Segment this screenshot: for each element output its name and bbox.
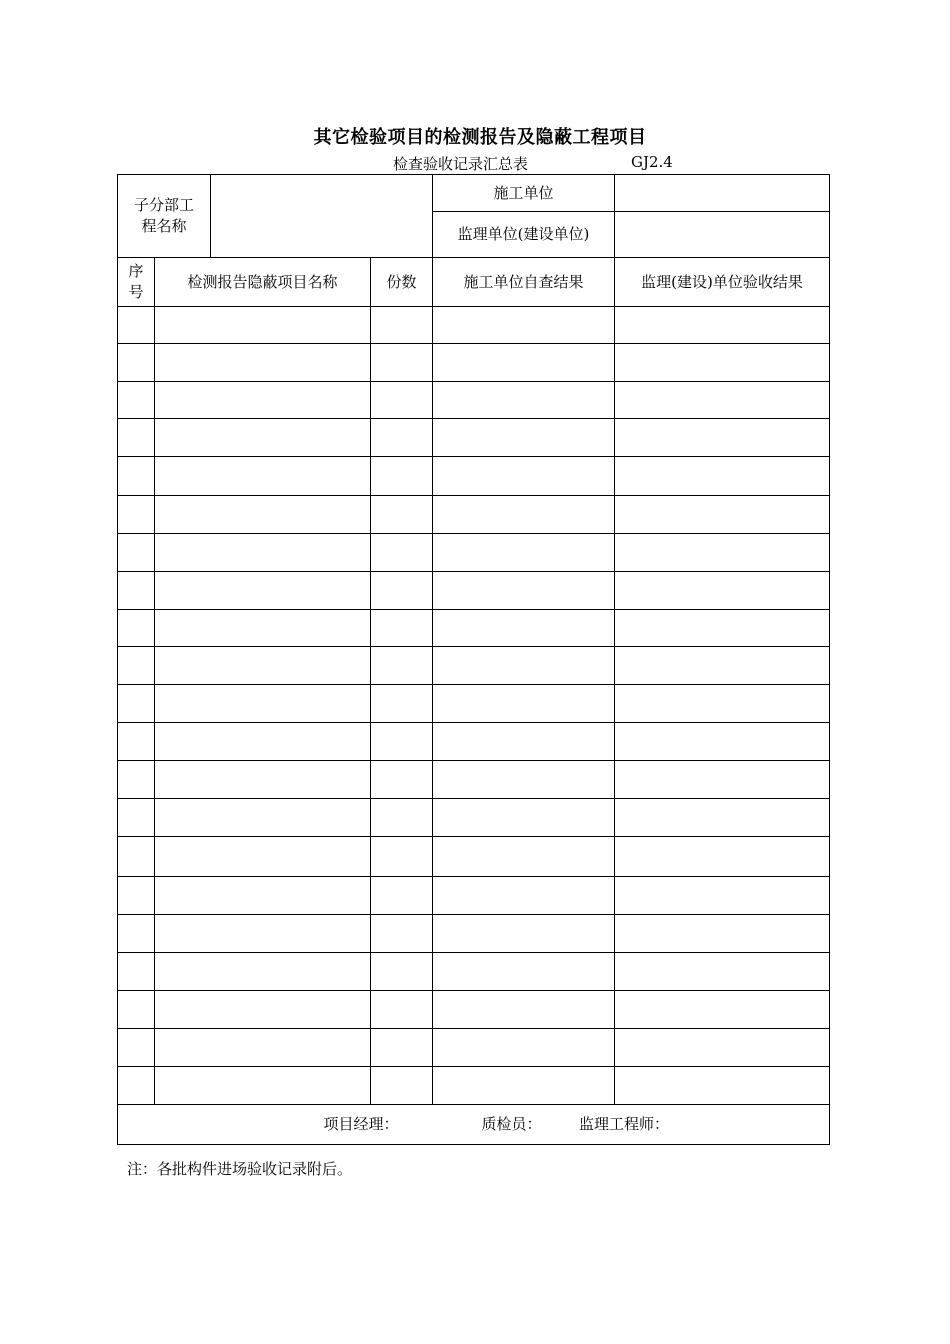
self-check-cell[interactable] — [433, 761, 615, 799]
supervision-result-cell[interactable] — [615, 953, 830, 991]
column-header-item-name: 检测报告隐蔽项目名称 — [155, 258, 371, 307]
copies-cell[interactable] — [371, 647, 433, 685]
table-row — [118, 344, 830, 382]
item-name-cell[interactable] — [155, 915, 371, 953]
copies-cell[interactable] — [371, 534, 433, 572]
copies-cell[interactable] — [371, 799, 433, 837]
supervision-result-cell[interactable] — [615, 457, 830, 496]
seq-cell[interactable] — [118, 685, 155, 723]
item-name-cell[interactable] — [155, 307, 371, 344]
supervision-result-cell[interactable] — [615, 382, 830, 419]
copies-cell[interactable] — [371, 1029, 433, 1067]
self-check-cell[interactable] — [433, 534, 615, 572]
copies-cell[interactable] — [371, 685, 433, 723]
item-name-cell[interactable] — [155, 610, 371, 647]
supervision-result-cell[interactable] — [615, 837, 830, 877]
self-check-cell[interactable] — [433, 837, 615, 877]
acceptance-summary-table — [117, 174, 830, 1145]
table-row — [118, 799, 830, 837]
construction-unit-label: 施工单位 — [433, 175, 615, 212]
item-name-cell[interactable] — [155, 723, 371, 761]
self-check-cell[interactable] — [433, 877, 615, 915]
table-row — [118, 877, 830, 915]
copies-cell[interactable] — [371, 307, 433, 344]
seq-cell[interactable] — [118, 1029, 155, 1067]
item-name-cell[interactable] — [155, 799, 371, 837]
table-row — [118, 1029, 830, 1067]
self-check-cell[interactable] — [433, 419, 615, 457]
table-row — [118, 647, 830, 685]
item-name-cell[interactable] — [155, 1067, 371, 1105]
copies-cell[interactable] — [371, 915, 433, 953]
self-check-cell[interactable] — [433, 991, 615, 1029]
copies-cell[interactable] — [371, 496, 433, 534]
supervision-result-cell[interactable] — [615, 496, 830, 534]
supervision-result-cell[interactable] — [615, 344, 830, 382]
copies-cell[interactable] — [371, 382, 433, 419]
supervision-result-cell[interactable] — [615, 761, 830, 799]
table-row — [118, 953, 830, 991]
self-check-cell[interactable] — [433, 1067, 615, 1105]
column-header-copies: 份数 — [371, 258, 433, 307]
column-header-seq-line1: 序 — [128, 262, 144, 280]
column-header-seq-line2: 号 — [128, 283, 144, 301]
seq-cell[interactable] — [118, 991, 155, 1029]
item-name-cell[interactable] — [155, 572, 371, 610]
seq-cell[interactable] — [118, 761, 155, 799]
footnote: 注：各批构件进场验收记录附后。 — [127, 1160, 353, 1178]
copies-cell[interactable] — [371, 457, 433, 496]
table-row — [118, 915, 830, 953]
table-row — [118, 419, 830, 457]
self-check-cell[interactable] — [433, 1029, 615, 1067]
copies-cell[interactable] — [371, 837, 433, 877]
table-row — [118, 457, 830, 496]
project-name-label — [118, 175, 211, 258]
seq-cell[interactable] — [118, 572, 155, 610]
column-header-row — [118, 258, 830, 307]
item-name-cell[interactable] — [155, 1029, 371, 1067]
table-row — [118, 761, 830, 799]
copies-cell[interactable] — [371, 723, 433, 761]
table-row — [118, 991, 830, 1029]
item-name-cell[interactable] — [155, 344, 371, 382]
item-name-cell[interactable] — [155, 496, 371, 534]
supervision-unit-value[interactable] — [615, 212, 830, 258]
supervision-result-cell[interactable] — [615, 991, 830, 1029]
supervision-result-cell[interactable] — [615, 915, 830, 953]
column-header-self-check: 施工单位自查结果 — [433, 258, 615, 307]
supervision-result-cell[interactable] — [615, 419, 830, 457]
supervision-result-cell[interactable] — [615, 799, 830, 837]
self-check-cell[interactable] — [433, 382, 615, 419]
seq-cell[interactable] — [118, 915, 155, 953]
project-name-label-line2: 程名称 — [141, 217, 187, 235]
seq-cell[interactable] — [118, 837, 155, 877]
item-name-cell[interactable] — [155, 457, 371, 496]
seq-cell[interactable] — [118, 419, 155, 457]
item-name-cell[interactable] — [155, 761, 371, 799]
item-name-cell[interactable] — [155, 419, 371, 457]
supervision-unit-label: 监理单位(建设单位) — [433, 212, 615, 258]
item-name-cell[interactable] — [155, 953, 371, 991]
self-check-cell[interactable] — [433, 915, 615, 953]
supervision-engineer-label: 监理工程师： — [579, 1115, 670, 1133]
supervision-result-cell[interactable] — [615, 1067, 830, 1105]
quality-inspector-label: 质检员： — [481, 1115, 542, 1133]
self-check-cell[interactable] — [433, 953, 615, 991]
self-check-cell[interactable] — [433, 723, 615, 761]
header-row-construction — [118, 175, 830, 212]
signature-row — [118, 1105, 830, 1145]
seq-cell[interactable] — [118, 534, 155, 572]
item-name-cell[interactable] — [155, 647, 371, 685]
self-check-cell[interactable] — [433, 307, 615, 344]
form-code: GJ2.4 — [631, 153, 673, 171]
seq-cell[interactable] — [118, 496, 155, 534]
table-row — [118, 496, 830, 534]
supervision-result-cell[interactable] — [615, 572, 830, 610]
item-name-cell[interactable] — [155, 382, 371, 419]
document-subtitle: 检查验收记录汇总表 — [393, 155, 529, 173]
supervision-result-cell[interactable] — [615, 723, 830, 761]
table-row — [118, 382, 830, 419]
table-row — [118, 685, 830, 723]
supervision-result-cell[interactable] — [615, 647, 830, 685]
item-name-cell[interactable] — [155, 877, 371, 915]
seq-cell[interactable] — [118, 1067, 155, 1105]
copies-cell[interactable] — [371, 877, 433, 915]
project-name-label-line1: 子分部工 — [134, 196, 195, 214]
copies-cell[interactable] — [371, 344, 433, 382]
project-manager-label: 项目经理： — [323, 1115, 399, 1133]
copies-cell[interactable] — [371, 761, 433, 799]
item-name-cell[interactable] — [155, 991, 371, 1029]
item-name-cell[interactable] — [155, 534, 371, 572]
item-name-cell[interactable] — [155, 685, 371, 723]
construction-unit-value[interactable] — [615, 175, 830, 212]
item-name-cell[interactable] — [155, 837, 371, 877]
self-check-cell[interactable] — [433, 610, 615, 647]
seq-cell[interactable] — [118, 953, 155, 991]
supervision-result-cell[interactable] — [615, 685, 830, 723]
project-name-value[interactable] — [211, 175, 433, 258]
table-row — [118, 837, 830, 877]
table-row — [118, 572, 830, 610]
supervision-result-cell[interactable] — [615, 307, 830, 344]
seq-cell[interactable] — [118, 799, 155, 837]
seq-cell[interactable] — [118, 610, 155, 647]
supervision-result-cell[interactable] — [615, 877, 830, 915]
table-row — [118, 307, 830, 344]
supervision-result-cell[interactable] — [615, 534, 830, 572]
self-check-cell[interactable] — [433, 496, 615, 534]
seq-cell[interactable] — [118, 382, 155, 419]
column-header-seq — [118, 258, 155, 307]
copies-cell[interactable] — [371, 991, 433, 1029]
document-title: 其它检验项目的检测报告及隐蔽工程项目 — [313, 127, 647, 148]
copies-cell[interactable] — [371, 419, 433, 457]
copies-cell[interactable] — [371, 1067, 433, 1105]
copies-cell[interactable] — [371, 953, 433, 991]
column-header-supervision-result: 监理(建设)单位验收结果 — [615, 258, 830, 307]
seq-cell[interactable] — [118, 647, 155, 685]
table-row — [118, 610, 830, 647]
table-row — [118, 723, 830, 761]
table-row — [118, 1067, 830, 1105]
copies-cell[interactable] — [371, 610, 433, 647]
supervision-result-cell[interactable] — [615, 1029, 830, 1067]
seq-cell[interactable] — [118, 307, 155, 344]
supervision-result-cell[interactable] — [615, 610, 830, 647]
seq-cell[interactable] — [118, 877, 155, 915]
self-check-cell[interactable] — [433, 685, 615, 723]
self-check-cell[interactable] — [433, 799, 615, 837]
self-check-cell[interactable] — [433, 344, 615, 382]
self-check-cell[interactable] — [433, 647, 615, 685]
seq-cell[interactable] — [118, 723, 155, 761]
seq-cell[interactable] — [118, 344, 155, 382]
signature-cell — [118, 1105, 830, 1145]
table-row — [118, 534, 830, 572]
seq-cell[interactable] — [118, 457, 155, 496]
copies-cell[interactable] — [371, 572, 433, 610]
self-check-cell[interactable] — [433, 572, 615, 610]
self-check-cell[interactable] — [433, 457, 615, 496]
